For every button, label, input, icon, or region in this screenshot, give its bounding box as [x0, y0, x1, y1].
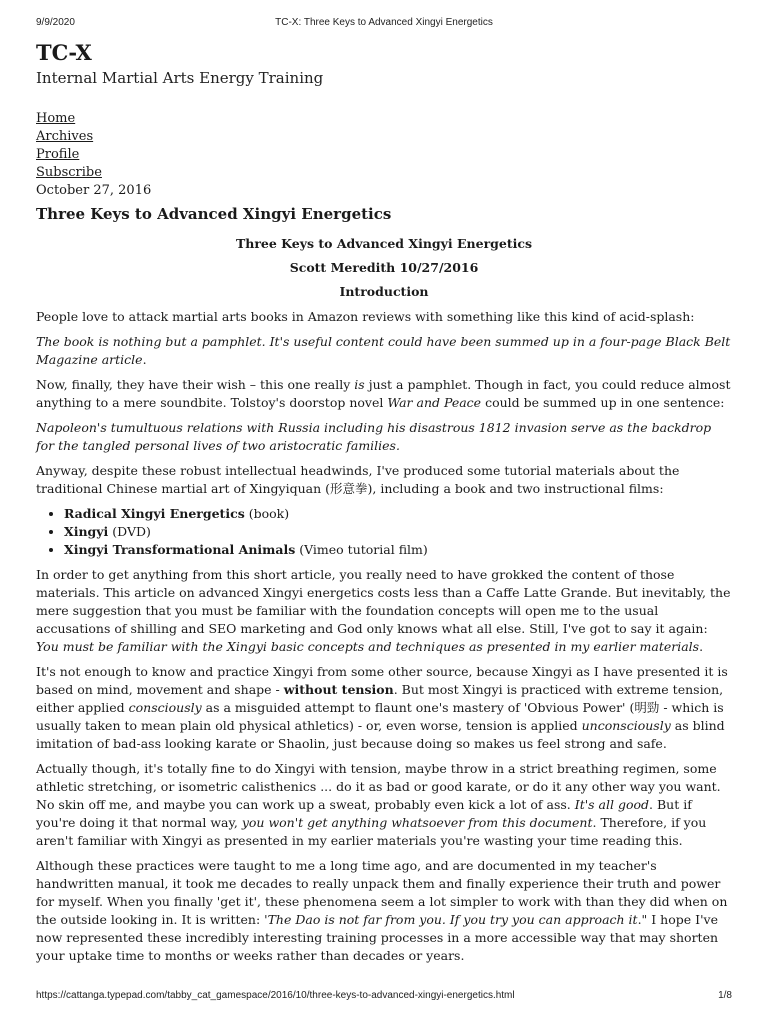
paragraph-intro: People love to attack martial arts books in Amazon reviews with something like this kind of acid-splash: [36, 309, 695, 324]
materials-list [36, 505, 732, 559]
text-run: ." I hope I've now represented these incredibly interesting training processes in a more accessible way that may shorten your uptake time to months or weeks rather than decades or years. [36, 912, 719, 963]
paragraph-pamphlet [36, 376, 732, 412]
text-run: could be summed up in one sentence: [481, 395, 725, 410]
material-name: Radical Xingyi Energetics [64, 506, 245, 521]
text-run: In order to get anything from this short article, you really need to have grokked the content of those materials. This article on advanced Xingyi energetics costs less than a Caffe Latte Grande. But inevitably, the mere suggestion that you must be familiar with the foundation concepts will open me to the usual accusations of shilling and SEO marketing and God only knows what all else. Still, I've got to say it again: [36, 567, 731, 636]
paragraph-tolstoy-summary [36, 419, 732, 455]
text-run: Although these practices were taught to me a long time ago, and are documented in my teacher's handwritten manual, it took me decades to really unpack them and finally experience their truth and power for myself. When you finally 'get it', these phenomena seem a lot simpler to work with than they did when on the outside looking in. It is written: ' [36, 858, 728, 927]
quote-text-end: article [97, 352, 143, 367]
dao-quote: The Dao is not far from you. If you try you can approach it [267, 912, 638, 927]
text-run: . But most Xingyi is practiced with extreme tension, either applied [36, 682, 724, 715]
emphasis: It's all good [574, 797, 650, 812]
emphasis: You must be familiar with the Xingyi basic concepts and techniques as presented in my earlier materials [36, 639, 700, 654]
text-run: It's not enough to know and practice Xingyi from some other source, because Xingyi as I have presented it is based on mind, movement and shape - [36, 664, 728, 697]
text-run: . Therefore, if you aren't familiar with Xingyi as presented in my earlier materials you're wasting your time reading this. [36, 815, 707, 848]
site-title[interactable]: TC-X [36, 40, 92, 65]
emphasis: is [354, 377, 365, 392]
text-run: as blind imitation of bad-ass looking karate or Shaolin, just because doing so makes us feel strong and safe. [36, 718, 725, 751]
text-run: . [699, 639, 704, 654]
quote-period: . [142, 352, 147, 367]
print-date: 9/9/2020 [36, 17, 75, 28]
list-item [64, 523, 732, 541]
article-heading: Three Keys to Advanced Xingyi Energetics [235, 236, 533, 251]
print-page-number: 1/8 [718, 990, 732, 1001]
bold-phrase: without tension [283, 682, 394, 697]
text-run: Actually though, it's totally fine to do Xingyi with tension, maybe throw in a strict breathing regimen, some athletic stretching, or isometric calisthenics ... do it as bad or good karate, or do it any other way you want. No skin off me, and maybe you can work up a sweat, probably even kick a lot of ass. [36, 761, 721, 812]
paragraph-prerequisites [36, 566, 732, 656]
paragraph-tension [36, 663, 732, 753]
magazine-name: Black Belt Magazine [36, 334, 731, 367]
material-name: Xingyi Transformational Animals [64, 542, 296, 557]
site-tagline: Internal Martial Arts Energy Training [36, 69, 324, 87]
article-body [36, 308, 732, 965]
print-page-title: TC-X: Three Keys to Advanced Xingyi Energetics [275, 17, 493, 28]
nav-subscribe-link[interactable]: Subscribe [36, 165, 102, 180]
material-type: (Vimeo tutorial film) [295, 542, 428, 557]
list-item [64, 541, 732, 559]
summary-quote: Napoleon's tumultuous relations with Russia including his disastrous 1812 invasion serve as the backdrop for the tangled personal lives of two aristocratic families. [36, 420, 712, 453]
post-title: Three Keys to Advanced Xingyi Energetics [36, 205, 392, 223]
nav-profile-link[interactable]: Profile [36, 147, 80, 162]
list-item [64, 505, 732, 523]
article-byline: Scott Meredith 10/27/2016 [289, 260, 479, 275]
paragraph-review-quote [36, 333, 732, 369]
paragraph-materials: Anyway, despite these robust intellectual headwinds, I've produced some tutorial materials about the traditional Chinese martial art of Xingyiquan (形意拳), including a book and two instructional films: [36, 463, 680, 496]
print-url: https://cattanga.typepad.com/tabby_cat_gamespace/2016/10/three-keys-to-advanced-xingyi-energetics.html [36, 990, 515, 1001]
emphasis: you won't get anything whatsoever from this document [241, 815, 593, 830]
section-heading: Introduction [339, 284, 429, 299]
print-header [0, 0, 768, 36]
nav-home-link[interactable]: Home [36, 111, 76, 126]
post-date: October 27, 2016 [36, 183, 152, 198]
material-name: Xingyi [64, 524, 109, 539]
material-type: (DVD) [108, 524, 151, 539]
emphasis: unconsciously [581, 718, 671, 733]
text-run: Now, finally, they have their wish – this one really [36, 377, 355, 392]
quote-text: The book is nothing but a pamphlet. It's useful content could have been summed up in a four-page [36, 334, 666, 349]
paragraph-normal-way [36, 760, 732, 850]
material-type: (book) [244, 506, 290, 521]
page-content [36, 40, 732, 972]
paragraph-dao [36, 857, 732, 965]
site-nav [36, 110, 732, 182]
emphasis: consciously [128, 700, 202, 715]
text-run: . But if you're doing it that normal way, [36, 797, 692, 830]
nav-archives-link[interactable]: Archives [36, 129, 94, 144]
text-run: just a pamphlet. Though in fact, you could reduce almost anything to a mere soundbite. Tolstoy's doorstop novel [36, 377, 731, 410]
text-run: as a misguided attempt to flaunt one's mastery of 'Obvious Power' (明勁 - which is usually taken to mean plain old physical athletics) - or, even worse, tension is applied [36, 700, 724, 733]
book-title: War and Peace [387, 395, 482, 410]
